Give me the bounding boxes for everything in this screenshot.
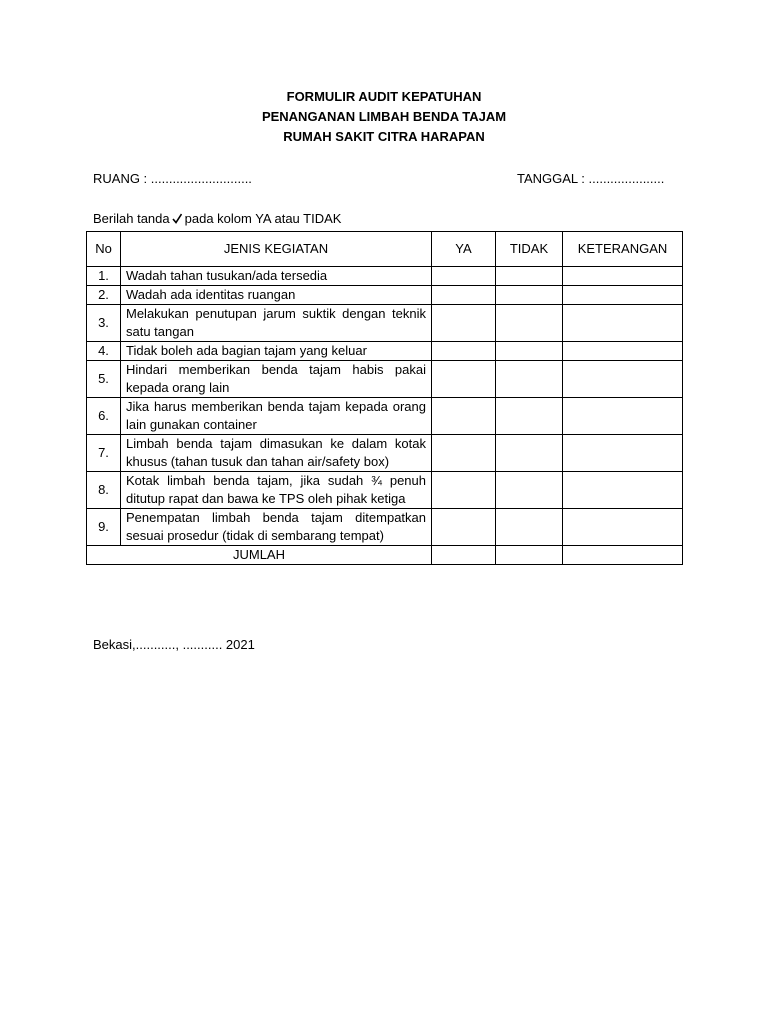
row-description: Kotak limbah benda tajam, jika sudah ¾ penuh ditutup rapat dan bawa ke TPS oleh pihak ketiga	[121, 472, 432, 509]
tidak-check-cell[interactable]	[496, 305, 563, 342]
tidak-check-cell[interactable]	[496, 267, 563, 286]
tidak-check-cell[interactable]	[496, 286, 563, 305]
total-ya-cell[interactable]	[432, 546, 496, 565]
tanggal-field: TANGGAL : .....................	[517, 171, 665, 186]
ya-check-cell[interactable]	[432, 472, 496, 509]
tidak-check-cell[interactable]	[496, 342, 563, 361]
audit-table	[86, 231, 683, 565]
row-description: Limbah benda tajam dimasukan ke dalam kotak khusus (tahan tusuk dan tahan air/safety box)	[121, 435, 432, 472]
keterangan-cell[interactable]	[563, 267, 683, 286]
instruction-after: pada kolom YA atau TIDAK	[184, 211, 342, 226]
total-label: JUMLAH	[87, 546, 432, 565]
keterangan-cell[interactable]	[563, 342, 683, 361]
row-description: Hindari memberikan benda tajam habis pakai kepada orang lain	[121, 361, 432, 398]
form-subtitle: PENANGANAN LIMBAH BENDA TAJAM	[261, 109, 507, 124]
tidak-check-cell[interactable]	[496, 398, 563, 435]
row-number: 7.	[87, 435, 121, 472]
ya-check-cell[interactable]	[432, 361, 496, 398]
keterangan-cell[interactable]	[563, 472, 683, 509]
place-date: Bekasi,..........., ........... 2021	[93, 637, 255, 652]
total-keterangan-cell[interactable]	[563, 546, 683, 565]
header-jenis-kegiatan: JENIS KEGIATAN	[121, 232, 432, 267]
ya-check-cell[interactable]	[432, 267, 496, 286]
row-number: 2.	[87, 286, 121, 305]
ya-check-cell[interactable]	[432, 435, 496, 472]
ya-check-cell[interactable]	[432, 342, 496, 361]
keterangan-cell[interactable]	[563, 361, 683, 398]
tidak-check-cell[interactable]	[496, 472, 563, 509]
row-number: 4.	[87, 342, 121, 361]
table-row	[87, 435, 683, 472]
table-row	[87, 398, 683, 435]
keterangan-cell[interactable]	[563, 509, 683, 546]
keterangan-cell[interactable]	[563, 305, 683, 342]
instruction-before: Berilah tanda	[93, 211, 170, 226]
total-row	[87, 546, 683, 565]
row-description: Wadah tahan tusukan/ada tersedia	[121, 267, 432, 286]
keterangan-cell[interactable]	[563, 435, 683, 472]
instruction-text	[93, 209, 341, 229]
header-no: No	[87, 232, 121, 267]
tidak-check-cell[interactable]	[496, 509, 563, 546]
checkmark-icon	[172, 213, 182, 224]
table-row	[87, 305, 683, 342]
row-number: 1.	[87, 267, 121, 286]
row-description: Tidak boleh ada bagian tajam yang keluar	[121, 342, 432, 361]
row-description: Jika harus memberikan benda tajam kepada orang lain gunakan container	[121, 398, 432, 435]
row-number: 8.	[87, 472, 121, 509]
row-number: 9.	[87, 509, 121, 546]
header-tidak: TIDAK	[496, 232, 563, 267]
header-keterangan: KETERANGAN	[563, 232, 683, 267]
ya-check-cell[interactable]	[432, 509, 496, 546]
tidak-check-cell[interactable]	[496, 435, 563, 472]
row-number: 5.	[87, 361, 121, 398]
total-tidak-cell[interactable]	[496, 546, 563, 565]
ya-check-cell[interactable]	[432, 305, 496, 342]
row-description: Penempatan limbah benda tajam ditempatkan sesuai prosedur (tidak di sembarang tempat)	[121, 509, 432, 546]
header-ya: YA	[432, 232, 496, 267]
row-description: Melakukan penutupan jarum suktik dengan teknik satu tangan	[121, 305, 432, 342]
table-row	[87, 267, 683, 286]
table-row	[87, 286, 683, 305]
hospital-name: RUMAH SAKIT CITRA HARAPAN	[283, 129, 485, 144]
table-row	[87, 509, 683, 546]
table-row	[87, 342, 683, 361]
row-number: 6.	[87, 398, 121, 435]
ruang-field: RUANG : ............................	[93, 171, 252, 186]
tidak-check-cell[interactable]	[496, 361, 563, 398]
table-header-row	[87, 232, 683, 267]
table-row	[87, 472, 683, 509]
row-description: Wadah ada identitas ruangan	[121, 286, 432, 305]
keterangan-cell[interactable]	[563, 398, 683, 435]
keterangan-cell[interactable]	[563, 286, 683, 305]
ya-check-cell[interactable]	[432, 398, 496, 435]
ya-check-cell[interactable]	[432, 286, 496, 305]
form-title: FORMULIR AUDIT KEPATUHAN	[286, 89, 482, 104]
table-row	[87, 361, 683, 398]
row-number: 3.	[87, 305, 121, 342]
